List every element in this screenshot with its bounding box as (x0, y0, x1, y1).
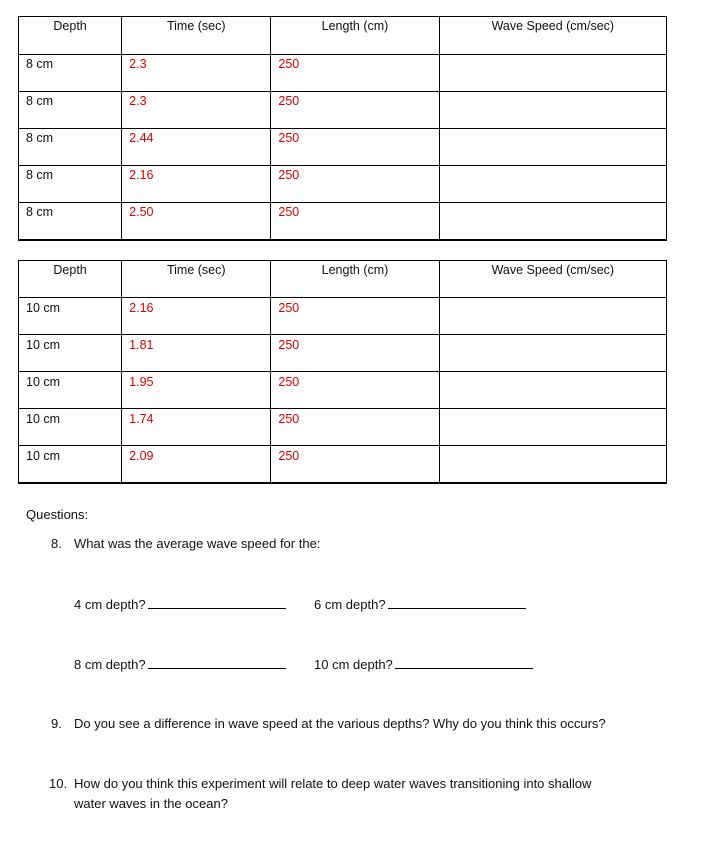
cell-time: 1.95 (122, 372, 271, 409)
answer-line-8cm[interactable] (148, 656, 286, 669)
cell-wave-speed[interactable] (439, 372, 666, 409)
header-depth: Depth (19, 261, 122, 298)
cell-depth: 10 cm (19, 298, 122, 335)
table-header-row (19, 17, 667, 55)
header-depth: Depth (19, 17, 122, 55)
cell-wave-speed[interactable] (439, 166, 666, 203)
cell-time: 2.50 (122, 203, 271, 241)
table-row (19, 55, 667, 92)
cell-depth: 10 cm (19, 446, 122, 484)
cell-wave-speed[interactable] (439, 446, 666, 484)
answer-4cm (74, 596, 286, 612)
cell-wave-speed[interactable] (439, 92, 666, 129)
cell-length: 250 (271, 129, 439, 166)
cell-time: 2.3 (122, 55, 271, 92)
cell-wave-speed[interactable] (439, 203, 666, 241)
header-length: Length (cm) (271, 17, 439, 55)
cell-length: 250 (271, 372, 439, 409)
cell-length: 250 (271, 446, 439, 484)
data-table-8cm (18, 16, 667, 241)
cell-depth: 10 cm (19, 335, 122, 372)
q8-number: 8. (51, 536, 62, 551)
cell-depth: 8 cm (19, 203, 122, 241)
cell-time: 2.16 (122, 166, 271, 203)
table-row (19, 166, 667, 203)
prompt-8cm-label: 8 cm depth? (74, 657, 146, 672)
answer-10cm (314, 656, 533, 672)
cell-length: 250 (271, 409, 439, 446)
header-wave-speed: Wave Speed (cm/sec) (439, 17, 666, 55)
data-table-10cm (18, 260, 667, 484)
cell-length: 250 (271, 298, 439, 335)
header-time: Time (sec) (122, 261, 271, 298)
cell-wave-speed[interactable] (439, 409, 666, 446)
cell-time: 2.16 (122, 298, 271, 335)
questions-heading: Questions: (26, 507, 89, 522)
table-row (19, 298, 667, 335)
cell-time: 2.44 (122, 129, 271, 166)
prompt-4cm-label: 4 cm depth? (74, 597, 146, 612)
cell-depth: 8 cm (19, 129, 122, 166)
table-row (19, 335, 667, 372)
answer-6cm (314, 596, 526, 612)
cell-wave-speed[interactable] (439, 298, 666, 335)
q10-text-line1: How do you think this experiment will relate to deep water waves transitioning into shallow (74, 776, 592, 791)
cell-depth: 8 cm (19, 55, 122, 92)
cell-length: 250 (271, 92, 439, 129)
prompt-10cm-label: 10 cm depth? (314, 657, 393, 672)
answer-line-4cm[interactable] (148, 596, 286, 609)
answer-8cm (74, 656, 286, 672)
cell-wave-speed[interactable] (439, 335, 666, 372)
cell-time: 2.3 (122, 92, 271, 129)
header-wave-speed: Wave Speed (cm/sec) (439, 261, 666, 298)
cell-wave-speed[interactable] (439, 129, 666, 166)
cell-length: 250 (271, 335, 439, 372)
cell-length: 250 (271, 55, 439, 92)
cell-length: 250 (271, 203, 439, 241)
table-row (19, 203, 667, 241)
table-row (19, 409, 667, 446)
cell-depth: 10 cm (19, 372, 122, 409)
q8-text: What was the average wave speed for the: (74, 536, 321, 551)
q10-number: 10. (49, 776, 68, 791)
header-length: Length (cm) (271, 261, 439, 298)
q9-text: Do you see a difference in wave speed at the various depths? Why do you think this occurs? (74, 716, 606, 731)
answer-line-10cm[interactable] (395, 656, 533, 669)
table-row (19, 372, 667, 409)
cell-wave-speed[interactable] (439, 55, 666, 92)
cell-time: 1.74 (122, 409, 271, 446)
cell-depth: 8 cm (19, 166, 122, 203)
prompt-6cm-label: 6 cm depth? (314, 597, 386, 612)
q10-text-line2: water waves in the ocean? (74, 796, 228, 811)
table-row (19, 129, 667, 166)
cell-length: 250 (271, 166, 439, 203)
answer-line-6cm[interactable] (388, 596, 526, 609)
header-time: Time (sec) (122, 17, 271, 55)
table-row (19, 92, 667, 129)
q9-number: 9. (51, 716, 62, 731)
table-row (19, 446, 667, 484)
cell-time: 2.09 (122, 446, 271, 484)
cell-depth: 8 cm (19, 92, 122, 129)
table-header-row (19, 261, 667, 298)
cell-depth: 10 cm (19, 409, 122, 446)
cell-time: 1.81 (122, 335, 271, 372)
